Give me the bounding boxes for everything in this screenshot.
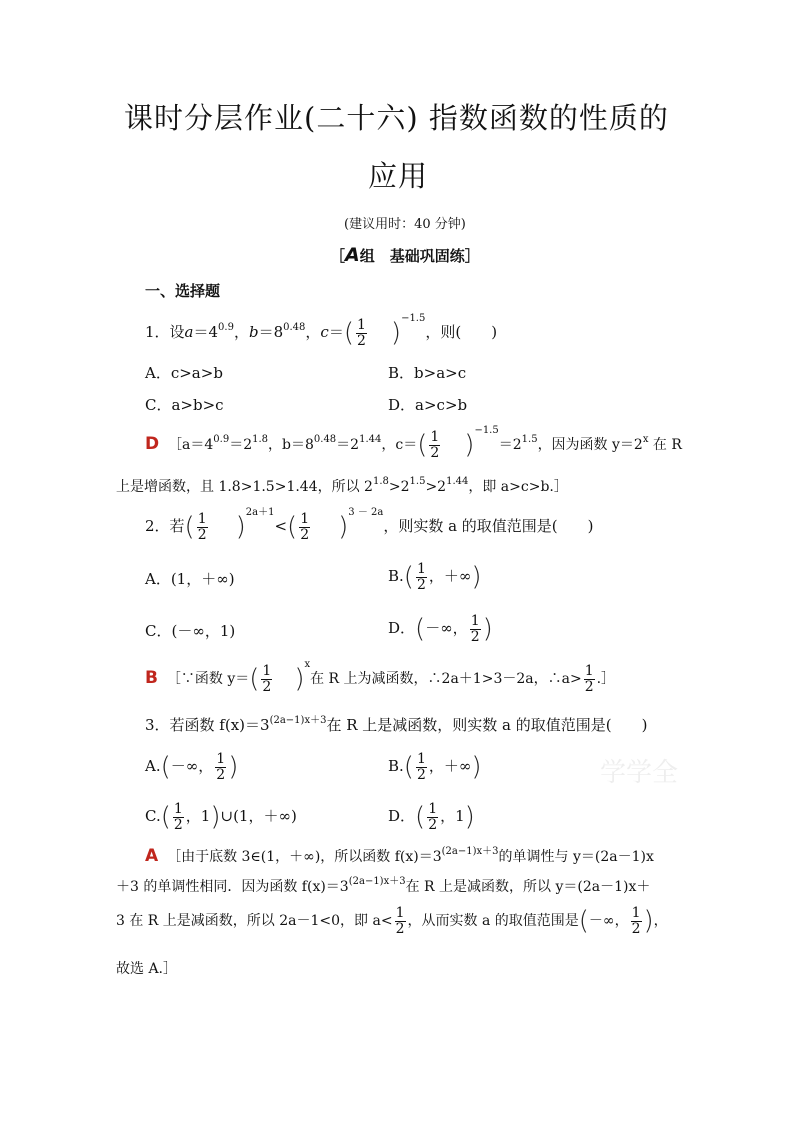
- q1-answer-letter: D: [145, 434, 160, 455]
- q2-option-b: B.( $\frac{1}{2}$ ，＋∞): [388, 561, 482, 593]
- watermark: 学学全: [600, 758, 679, 788]
- question-1: 1．设$a=4^{0.9}$，$b=8^{0.48}$，c＝( $\frac{1}{2}$ )$^{-1.5}$，则( ): [145, 313, 498, 349]
- time-note: (建议用时：40 分钟): [344, 217, 466, 232]
- q1-solution-line2: 上是增函数，且 1.8>1.5>1.44，所以 $2^{1.8}>2^{1.5}>2^{1.44}$，即 a>c>b.］: [116, 476, 568, 495]
- q3-answer-letter: A: [145, 846, 159, 866]
- q2-option-d: D．(－∞， $\frac{1}{2}$ ): [388, 613, 493, 645]
- q2-answer-letter: B: [145, 668, 158, 689]
- q2-option-c: C．(－∞，1): [145, 622, 236, 640]
- section-heading: 一、选择题: [145, 282, 221, 300]
- q3-solution-line4: 故选 A.］: [116, 961, 178, 977]
- q1-solution-line1: D $[a=4^{0.9}=2^{1.8}$，$b=8^{0.48}=2^{1.44}$，c＝( $\frac{1}{2}$ )$^{-1.5}=2^{1.5}$，因为函数 $y=2^x$ 在 R: [145, 425, 682, 461]
- q1-option-c: C．a>b>c: [145, 396, 224, 414]
- q1-option-a: A．c>a>b: [145, 364, 223, 382]
- q3-solution-line1: A ［由于底数 3∈(1，＋∞)，所以函数 $f(x)=3^{(2a-1)x+3}$的单调性与 y＝(2a－1)x: [145, 846, 654, 866]
- page-title-line1: 课时分层作业(二十六) 指数函数的性质的: [124, 101, 669, 135]
- group-heading: ［A组 基础巩固练］: [330, 244, 480, 266]
- fraction: $\frac{1}{2}$: [356, 317, 366, 349]
- question-3: 3．若函数 $f(x)=3^{(2a-1)x+3}$在 R 上是减函数，则实数 a 的取值范围是( ): [145, 715, 648, 734]
- q3-option-d: D．( $\frac{1}{2}$ ，1): [388, 801, 475, 833]
- q3-option-b: B.( $\frac{1}{2}$ ，＋∞): [388, 751, 482, 783]
- q1-option-d: D．a>c>b: [388, 396, 468, 414]
- q2-solution: B ［∵函数 y＝( $\frac{1}{2}$ )$^x$在 R 上为减函数，∴2a＋1>3－2a，∴a> $\frac{1}{2}$ .］: [145, 659, 616, 695]
- q3-solution-line3: 3 在 R 上是减函数，所以 2a－1<0，即 a< $\frac{1}{2}$ ，从而实数 a 的取值范围是(－∞， $\frac{1}{2}$ )，: [116, 905, 668, 937]
- q3-option-c: C.( $\frac{1}{2}$ ，1)∪(1，＋∞): [145, 801, 297, 833]
- q1-option-b: B．b>a>c: [388, 364, 467, 382]
- q3-solution-line2: ＋3 的单调性相同．因为函数 $f(x)=3^{(2a-1)x+3}$在 R 上是减函数，所以 y＝(2a－1)x＋: [116, 876, 651, 895]
- q3-option-a: A.(－∞， $\frac{1}{2}$ ): [145, 751, 239, 783]
- page-title-line2: 应用: [368, 159, 429, 193]
- question-2: 2．若( $\frac{1}{2}$ )$^{2a+1}$<( $\frac{1}{2}$ )$^{3 - 2a}$，则实数 a 的取值范围是( ): [145, 507, 594, 543]
- q2-option-a: A．(1，＋∞): [145, 570, 235, 588]
